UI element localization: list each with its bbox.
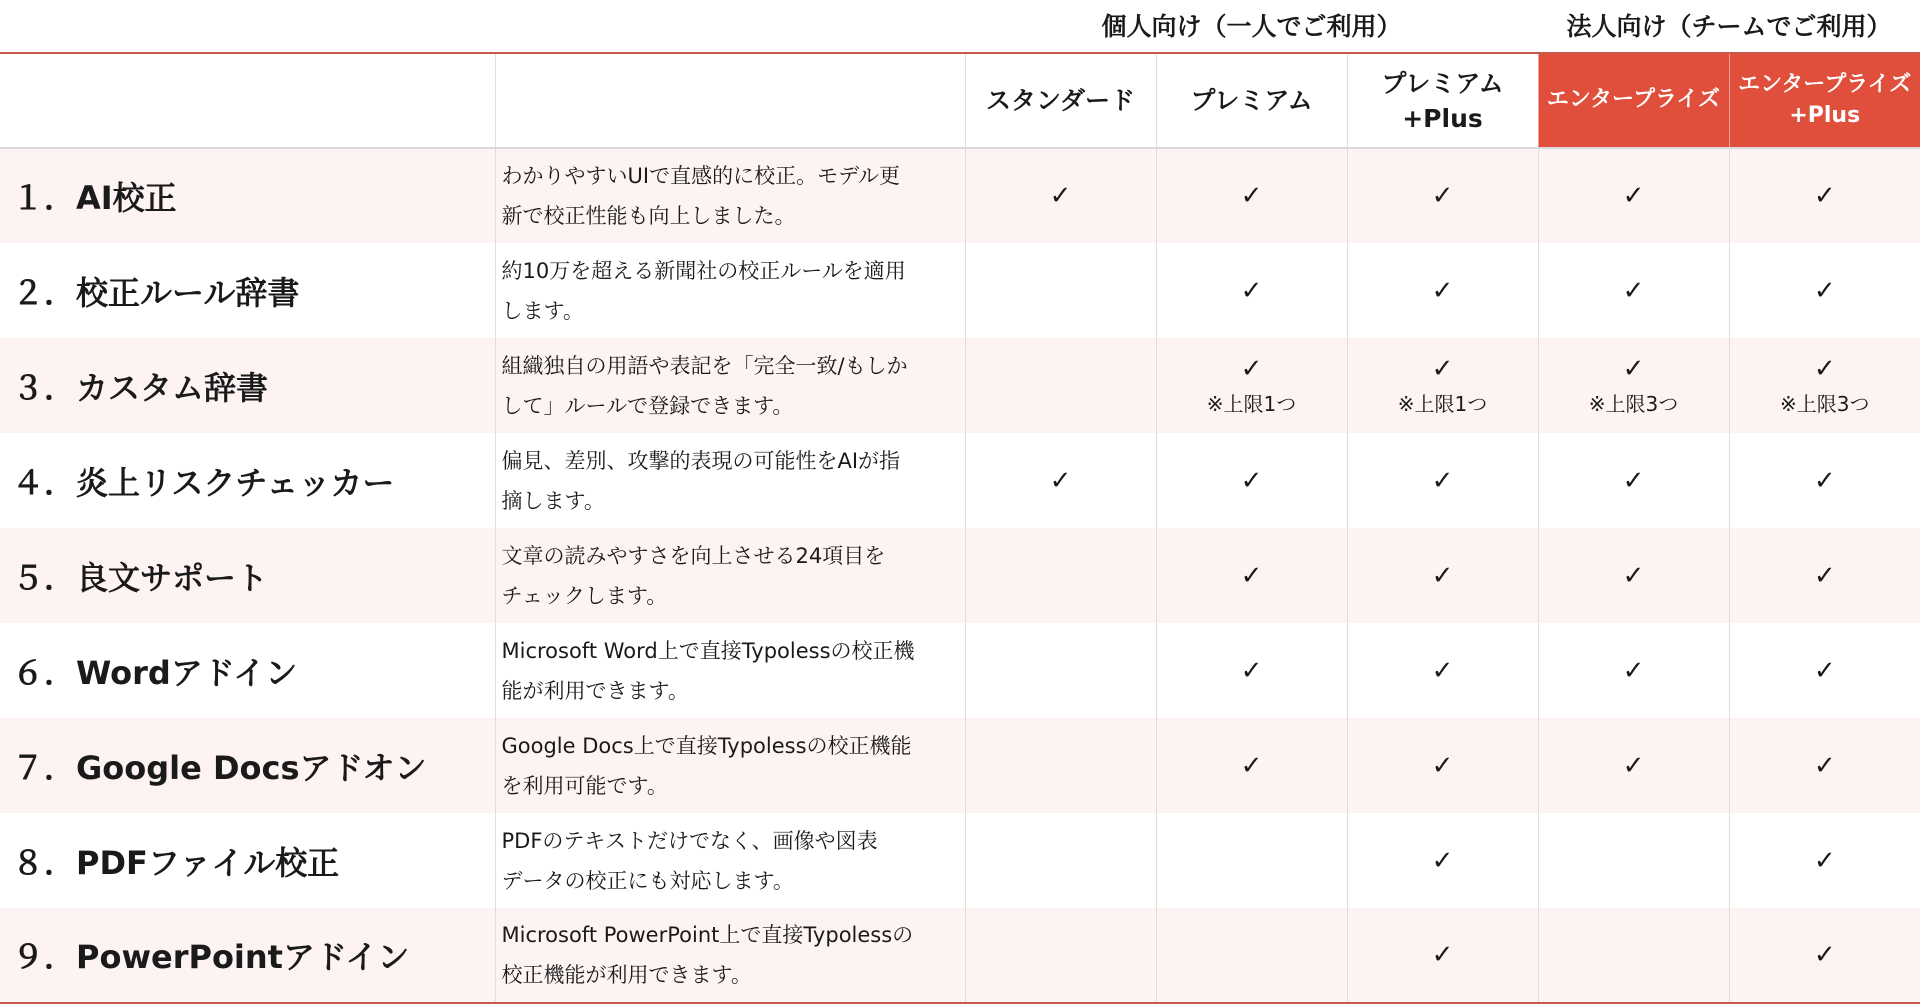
plan-availability-cell bbox=[965, 528, 1156, 623]
description-line: Google Docs上で直接Typolessの校正機能 bbox=[502, 726, 959, 766]
plan-availability-cell bbox=[965, 148, 1156, 243]
plan-availability-cell bbox=[1538, 433, 1729, 528]
feature-name: ７．Google Docsアドオン bbox=[0, 718, 495, 813]
plan-name-line2: +Plus bbox=[1352, 101, 1534, 136]
check-icon: ✓ bbox=[1348, 178, 1538, 214]
check-icon: ✓ bbox=[1730, 748, 1920, 784]
plan-header-enterprise-plus bbox=[1729, 53, 1920, 148]
plan-availability-cell bbox=[1347, 908, 1538, 1003]
plan-availability-cell bbox=[1729, 528, 1920, 623]
description-line: します。 bbox=[502, 291, 959, 331]
table-row bbox=[0, 433, 1920, 528]
check-icon: ✓ bbox=[1730, 843, 1920, 879]
check-icon: ✓ bbox=[1730, 463, 1920, 499]
check-icon: ✓ bbox=[1157, 653, 1347, 689]
plan-name-line1: プレミアム bbox=[1352, 66, 1534, 101]
description-line: 新で校正性能も向上しました。 bbox=[502, 196, 959, 236]
feature-description bbox=[495, 718, 965, 813]
plan-availability-cell bbox=[1156, 528, 1347, 623]
table-row bbox=[0, 623, 1920, 718]
table-row bbox=[0, 528, 1920, 623]
plan-availability-cell bbox=[1347, 813, 1538, 908]
table-row bbox=[0, 813, 1920, 908]
description-line: 組織独自の用語や表記を「完全一致/もしか bbox=[502, 346, 959, 386]
plan-name-line1: エンタープライズ bbox=[1734, 70, 1917, 101]
plan-availability-cell bbox=[1156, 908, 1347, 1003]
plan-header-row bbox=[0, 53, 1920, 148]
plan-availability-cell bbox=[1347, 148, 1538, 243]
plan-availability-cell bbox=[1538, 338, 1729, 433]
plan-availability-cell bbox=[1729, 623, 1920, 718]
corporate-plans-group-header: 法人向け（チームでご利用） bbox=[1538, 0, 1920, 50]
check-icon: ✓ bbox=[1539, 178, 1729, 214]
description-line: PDFのテキストだけでなく、画像や図表 bbox=[502, 821, 959, 861]
plan-availability-cell bbox=[1538, 813, 1729, 908]
check-icon: ✓ bbox=[1539, 558, 1729, 594]
description-line: Microsoft Word上で直接Typolessの校正機 bbox=[502, 631, 959, 671]
check-icon: ✓ bbox=[1157, 351, 1347, 387]
feature-name: ８．PDFファイル校正 bbox=[0, 813, 495, 908]
plan-availability-cell bbox=[1729, 813, 1920, 908]
plan-availability-cell bbox=[965, 908, 1156, 1003]
description-line: 校正機能が利用できます。 bbox=[502, 955, 959, 995]
check-icon: ✓ bbox=[1348, 558, 1538, 594]
plan-name-line1: エンタープライズ bbox=[1543, 85, 1725, 116]
feature-name: ２．校正ルール辞書 bbox=[0, 243, 495, 338]
check-icon: ✓ bbox=[1348, 273, 1538, 309]
feature-description bbox=[495, 243, 965, 338]
plan-name-line2: +Plus bbox=[1734, 101, 1917, 132]
plan-availability-cell bbox=[1156, 243, 1347, 338]
description-line: 文章の読みやすさを向上させる24項目を bbox=[502, 536, 959, 576]
plan-header-enterprise bbox=[1538, 53, 1729, 148]
limit-note: ※上限3つ bbox=[1730, 387, 1920, 421]
table-row bbox=[0, 908, 1920, 1003]
table-row bbox=[0, 243, 1920, 338]
limit-note: ※上限1つ bbox=[1348, 387, 1538, 421]
table-row bbox=[0, 148, 1920, 243]
header-blank-feature bbox=[0, 53, 495, 148]
plan-availability-cell bbox=[1729, 433, 1920, 528]
limit-note: ※上限3つ bbox=[1539, 387, 1729, 421]
check-icon: ✓ bbox=[1157, 748, 1347, 784]
check-icon: ✓ bbox=[1730, 273, 1920, 309]
plan-availability-cell bbox=[1347, 528, 1538, 623]
description-line: 能が利用できます。 bbox=[502, 671, 959, 711]
table-row bbox=[0, 718, 1920, 813]
check-icon: ✓ bbox=[1539, 351, 1729, 387]
check-icon: ✓ bbox=[1348, 937, 1538, 973]
plan-availability-cell bbox=[965, 813, 1156, 908]
plan-availability-cell bbox=[965, 623, 1156, 718]
description-line: わかりやすいUIで直感的に校正。モデル更 bbox=[502, 156, 959, 196]
feature-comparison-table bbox=[0, 52, 1920, 1004]
description-line: して」ルールで登録できます。 bbox=[502, 386, 959, 426]
feature-description bbox=[495, 148, 965, 243]
check-icon: ✓ bbox=[1348, 463, 1538, 499]
check-icon: ✓ bbox=[1348, 843, 1538, 879]
check-icon: ✓ bbox=[966, 178, 1156, 214]
personal-plans-group-header: 個人向け（一人でご利用） bbox=[965, 0, 1538, 50]
feature-description bbox=[495, 433, 965, 528]
plan-availability-cell bbox=[1538, 623, 1729, 718]
check-icon: ✓ bbox=[1539, 748, 1729, 784]
check-icon: ✓ bbox=[966, 463, 1156, 499]
feature-name: ５．良文サポート bbox=[0, 528, 495, 623]
plan-availability-cell bbox=[1347, 433, 1538, 528]
description-line: データの校正にも対応します。 bbox=[502, 861, 959, 901]
description-line: 摘します。 bbox=[502, 481, 959, 521]
plan-availability-cell bbox=[1538, 908, 1729, 1003]
feature-description bbox=[495, 623, 965, 718]
plan-availability-cell bbox=[1347, 243, 1538, 338]
plan-header-premium-plus bbox=[1347, 53, 1538, 148]
plan-availability-cell bbox=[1156, 148, 1347, 243]
check-icon: ✓ bbox=[1348, 748, 1538, 784]
description-line: 約10万を超える新聞社の校正ルールを適用 bbox=[502, 251, 959, 291]
plan-availability-cell bbox=[965, 243, 1156, 338]
plan-availability-cell bbox=[1538, 528, 1729, 623]
description-line: チェックします。 bbox=[502, 576, 959, 616]
plan-availability-cell bbox=[1347, 718, 1538, 813]
plan-availability-cell bbox=[1729, 148, 1920, 243]
plan-availability-cell bbox=[965, 338, 1156, 433]
plan-availability-cell bbox=[1538, 718, 1729, 813]
feature-description bbox=[495, 338, 965, 433]
check-icon: ✓ bbox=[1157, 178, 1347, 214]
feature-name: ９．PowerPointアドイン bbox=[0, 908, 495, 1003]
plan-availability-cell bbox=[1729, 908, 1920, 1003]
check-icon: ✓ bbox=[1539, 273, 1729, 309]
feature-rows bbox=[0, 148, 1920, 1003]
plan-availability-cell bbox=[1156, 623, 1347, 718]
feature-name: ４．炎上リスクチェッカー bbox=[0, 433, 495, 528]
plan-availability-cell bbox=[1538, 243, 1729, 338]
feature-description bbox=[495, 908, 965, 1003]
limit-note: ※上限1つ bbox=[1157, 387, 1347, 421]
plan-availability-cell bbox=[1347, 338, 1538, 433]
feature-name: １．AI校正 bbox=[0, 148, 495, 243]
plan-availability-cell bbox=[1729, 718, 1920, 813]
description-line: を利用可能です。 bbox=[502, 766, 959, 806]
check-icon: ✓ bbox=[1157, 273, 1347, 309]
feature-description bbox=[495, 528, 965, 623]
check-icon: ✓ bbox=[1539, 463, 1729, 499]
table-row bbox=[0, 338, 1920, 433]
plan-name-line1: スタンダード bbox=[970, 83, 1152, 118]
plan-header-standard bbox=[965, 53, 1156, 148]
check-icon: ✓ bbox=[1539, 653, 1729, 689]
feature-name: ３．カスタム辞書 bbox=[0, 338, 495, 433]
check-icon: ✓ bbox=[1157, 558, 1347, 594]
check-icon: ✓ bbox=[1730, 178, 1920, 214]
check-icon: ✓ bbox=[1730, 351, 1920, 387]
plan-availability-cell bbox=[1729, 338, 1920, 433]
check-icon: ✓ bbox=[1730, 558, 1920, 594]
check-icon: ✓ bbox=[1730, 937, 1920, 973]
plan-availability-cell bbox=[1538, 148, 1729, 243]
plan-availability-cell bbox=[1156, 718, 1347, 813]
check-icon: ✓ bbox=[1348, 653, 1538, 689]
check-icon: ✓ bbox=[1157, 463, 1347, 499]
header-blank-description bbox=[495, 53, 965, 148]
plan-name-line1: プレミアム bbox=[1161, 83, 1343, 118]
feature-name: ６．Wordアドイン bbox=[0, 623, 495, 718]
plan-availability-cell bbox=[1729, 243, 1920, 338]
description-line: 偏見、差別、攻撃的表現の可能性をAIが指 bbox=[502, 441, 959, 481]
check-icon: ✓ bbox=[1730, 653, 1920, 689]
plan-availability-cell bbox=[1156, 813, 1347, 908]
plan-availability-cell bbox=[965, 718, 1156, 813]
plan-availability-cell bbox=[965, 433, 1156, 528]
plan-availability-cell bbox=[1156, 433, 1347, 528]
plan-header-premium bbox=[1156, 53, 1347, 148]
check-icon: ✓ bbox=[1348, 351, 1538, 387]
plan-availability-cell bbox=[1347, 623, 1538, 718]
feature-description bbox=[495, 813, 965, 908]
description-line: Microsoft PowerPoint上で直接Typolessの bbox=[502, 915, 959, 955]
plan-availability-cell bbox=[1156, 338, 1347, 433]
